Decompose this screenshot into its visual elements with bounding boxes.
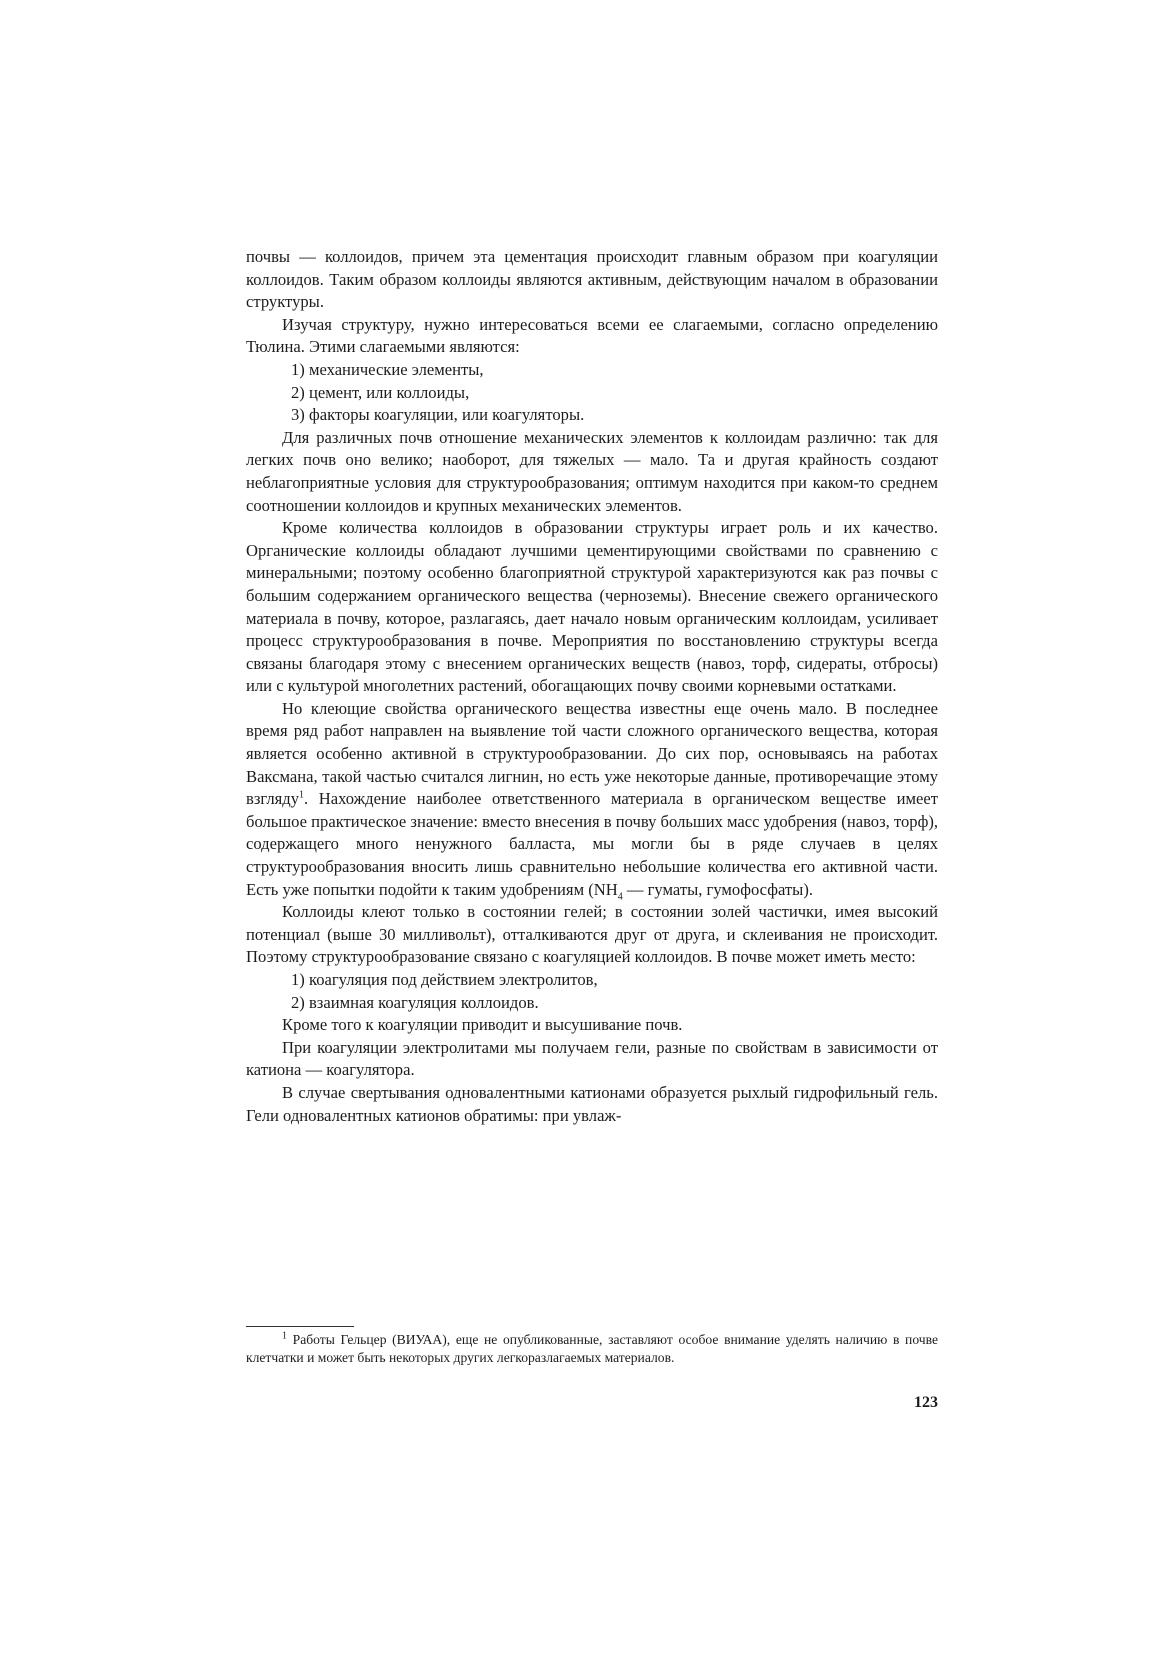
paragraph: При коагуляции электролитами мы получаем гели, разные по свойствам в зависимости от катиона — коагулятора. <box>246 1037 938 1080</box>
paragraph-text: — гуматы, гумофосфаты). <box>622 879 813 899</box>
page-number: 123 <box>914 1394 938 1411</box>
list-item: 1) коагуляция под действием электролитов, <box>291 970 598 989</box>
paragraph: Изучая структуру, нужно интересоваться всеми ее слагаемыми, согласно определению Тюлина. Этими слагаемыми являются: <box>246 314 938 357</box>
main-text <box>246 246 938 1127</box>
footnote-reference: 1 <box>299 789 305 801</box>
paragraph-text: . Нахождение наиболее ответственного материала в органическом веществе имеет большое практическое значение: вместо внесения в почву больших масс удобрения (навоз, торф), содержащего много ненужного балласта, мы могли бы в ряде случаев в целях структурообразования вносить лишь сравнительно небольшие количества его активной части. Есть уже попытки подойти к таким удобрениям (NH <box>246 789 938 899</box>
paragraph: Кроме того к коагуляции приводит и высушивание почв. <box>282 1015 683 1035</box>
list-item: 3) факторы коагуляции, или коагуляторы. <box>291 405 585 425</box>
paragraph: В случае свертывания одновалентными катионами образуется рыхлый гидрофильный гель. Гели одновалентных катионов обратимы: при увлаж- <box>246 1082 938 1125</box>
paragraph: Коллоиды клеют только в состоянии гелей; в состоянии золей частички, имея высокий потенциал (выше 30 милливольт), отталкиваются друг от друга, и склеивания не происходит. Поэтому структурообразование связано с коагуляцией коллоидов. В почве может иметь место: <box>246 902 938 967</box>
paragraph: Для различных почв отношение механических элементов к коллоидам различно: так для легких почв оно велико; наоборот, для тяжелых — мало. Та и другая крайность создают неблагоприятные условия для структурообразования; оптимум находится при каком-то среднем соотношении коллоидов и крупных механических элементов. <box>246 427 938 515</box>
footnote <box>246 1331 938 1368</box>
footnote-divider <box>246 1326 354 1327</box>
subscript: 4 <box>617 890 623 902</box>
footnote-marker: 1 <box>282 1330 287 1342</box>
paragraph: Кроме количества коллоидов в образовании структуры играет роль и их качество. Органические коллоиды обладают лучшими цементирующими свойствами по сравнению с минеральными; поэтому особенно благоприятной структурой характеризуются как раз почвы с большим содержанием органического вещества (черноземы). Внесение свежего органического материала в почву, которое, разлагаясь, дает начало новым органическим коллоидам, усиливает процесс структурообразования в почве. Мероприятия по восстановлению структуры всегда связаны благодаря этому с внесением органических веществ (навоз, торф, сидераты, отбросы) или с культурой многолетних растений, обогащающих почву своими корневыми остатками. <box>246 518 938 696</box>
footnote-text: Работы Гельцер (ВИУАА), еще не опубликованные, заставляют особое внимание уделять наличию в почве клетчатки и может быть некоторых других легкоразлагаемых материалов. <box>246 1332 938 1366</box>
list-item: 1) механические элементы, <box>291 359 484 379</box>
paragraph-text: Но клеющие свойства органического вещества известны еще очень мало. В последнее время ряд работ направлен на выявление той части сложного органического вещества, которая является особенно активной в структурообразовании. До сих пор, основываясь на работах Ваксмана, такой частью считался лигнин, но есть уже некоторые данные, противоречащие этому взгляду <box>246 698 938 809</box>
list-item: 2) цемент, или коллоиды, <box>291 382 470 402</box>
paragraph <box>246 698 938 901</box>
paragraph: почвы — коллоидов, причем эта цементация происходит главным образом при коагуляции коллоидов. Таким образом коллоиды являются активным, действующим началом в образовании структуры. <box>246 247 938 312</box>
list-item: 2) взаимная коагуляция коллоидов. <box>291 992 539 1012</box>
